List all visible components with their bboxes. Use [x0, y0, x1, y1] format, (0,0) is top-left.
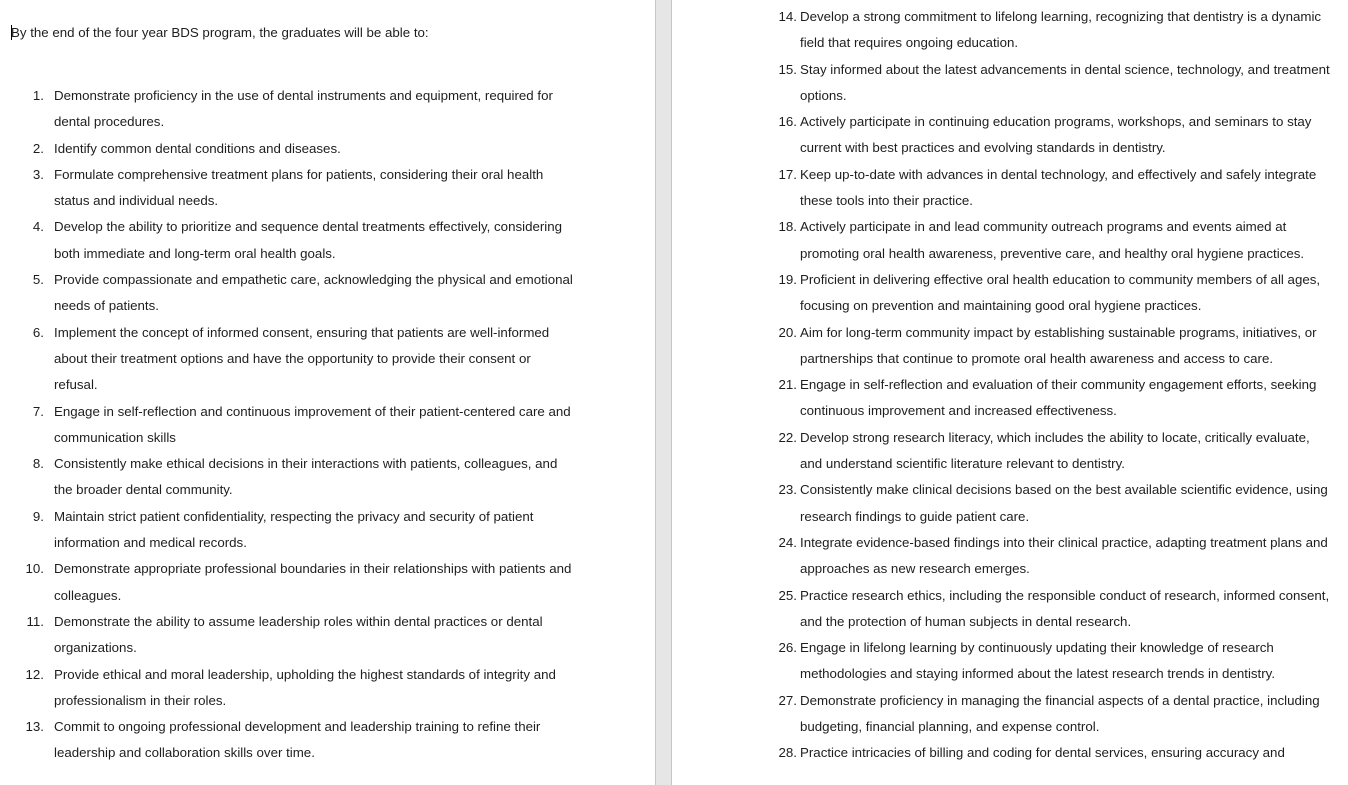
list-item-text: Integrate evidence-based findings into their clinical practice, adapting treatment plans and approaches as new research emerges. — [800, 534, 1328, 577]
list-item-text: Consistently make ethical decisions in their interactions with patients, colleagues, and the broader dental community. — [54, 456, 558, 498]
list-item-number: 19. — [778, 271, 797, 287]
list-item-number: 20. — [778, 324, 797, 340]
list-item-number: 16. — [778, 114, 797, 130]
list-item — [0, 83, 574, 136]
list-item — [0, 714, 574, 767]
list-item-number: 24. — [778, 534, 797, 550]
list-item-number: 2. — [32, 140, 44, 156]
document-page-right[interactable] — [672, 0, 1348, 785]
list-item-number: 1. — [32, 88, 44, 103]
list-item-text: Practice intricacies of billing and coding for dental services, ensuring accuracy and — [800, 745, 1285, 761]
list-item-text: Demonstrate the ability to assume leadership roles within dental practices or dental organizations. — [54, 613, 543, 656]
list-item-text: Provide ethical and moral leadership, upholding the highest standards of integrity and professionalism in their roles. — [54, 666, 556, 708]
list-item — [0, 399, 574, 452]
list-item-number: 27. — [778, 692, 797, 708]
list-item-text: Practice research ethics, including the responsible conduct of research, informed consent, and the protection of human subjects in dental research. — [800, 587, 1330, 629]
list-item — [0, 267, 574, 320]
list-item-text: Actively participate in and lead community outreach programs and events aimed at promoting oral health awareness, preventive care, and healthy oral hygiene practices. — [800, 219, 1305, 261]
list-item — [0, 136, 574, 162]
list-item-text: Engage in self-reflection and evaluation of their community engagement efforts, seeking continuous improvement and increased effectiveness. — [800, 377, 1317, 419]
list-item-number: 26. — [778, 640, 797, 656]
list-item-text: Demonstrate proficiency in the use of dental instruments and equipment, required for dental procedures. — [54, 88, 553, 130]
list-item-number: 23. — [778, 482, 797, 498]
list-item — [672, 57, 1330, 110]
list-item — [0, 162, 574, 215]
list-item-text: Demonstrate proficiency in managing the financial aspects of a dental practice, including budgeting, financial planning, and expense control. — [800, 692, 1320, 735]
list-item-number: 3. — [32, 166, 44, 182]
list-item-text: Identify common dental conditions and diseases. — [54, 140, 341, 156]
list-item-text: Engage in lifelong learning by continuously updating their knowledge of research methodologies and staying informed about the latest research trends in dentistry. — [800, 640, 1276, 682]
list-item-number: 5. — [32, 272, 44, 288]
list-item-number: 17. — [778, 166, 797, 182]
list-item — [0, 662, 574, 715]
list-item — [672, 320, 1330, 373]
list-item-text: Stay informed about the latest advancements in dental science, technology, and treatment options. — [800, 61, 1330, 103]
intro-paragraph — [11, 24, 429, 42]
list-item-number: 28. — [778, 745, 797, 761]
list-item-text: Proficient in delivering effective oral health education to community members of all ages, focusing on prevention and maintaining good oral hygiene practices. — [800, 271, 1321, 314]
document-page-left[interactable] — [0, 0, 655, 785]
list-item-number: 25. — [778, 587, 797, 603]
list-item-text: Develop the ability to prioritize and sequence dental treatments effectively, considering both immediate and long-term oral health goals. — [54, 219, 563, 261]
list-item-number: 22. — [778, 429, 797, 445]
list-item — [672, 214, 1330, 267]
list-item-text: Formulate comprehensive treatment plans for patients, considering their oral health status and individual needs. — [54, 166, 544, 209]
list-item — [672, 688, 1330, 741]
list-item — [0, 556, 574, 609]
list-item — [672, 530, 1330, 583]
list-item-number: 14. — [778, 9, 797, 24]
list-item — [672, 162, 1330, 215]
list-item-number: 8. — [32, 456, 44, 472]
list-item — [672, 635, 1330, 688]
list-item-text: Demonstrate appropriate professional boundaries in their relationships with patients and colleagues. — [54, 561, 572, 603]
list-item — [672, 267, 1330, 320]
list-item-number: 7. — [32, 403, 44, 419]
list-item-text: Consistently make clinical decisions based on the best available scientific evidence, using research findings to guide patient care. — [800, 482, 1328, 524]
list-item-number: 4. — [32, 219, 44, 235]
list-item — [672, 477, 1330, 530]
page-gutter — [655, 0, 672, 785]
outcomes-list-right — [672, 4, 1342, 767]
list-item-text: Aim for long-term community impact by establishing sustainable programs, initiatives, or partnerships that continue to promote oral health awareness and access to care. — [800, 324, 1317, 366]
list-item-text: Engage in self-reflection and continuous improvement of their patient-centered care and communication skills — [54, 403, 571, 445]
list-item — [672, 372, 1330, 425]
list-item — [0, 504, 574, 557]
list-item-text: Develop a strong commitment to lifelong learning, recognizing that dentistry is a dynamic field that requires ongoing education. — [800, 9, 1322, 51]
list-item-number: 15. — [778, 61, 797, 77]
list-item-text: Keep up-to-date with advances in dental technology, and effectively and safely integrate these tools into their practice. — [800, 166, 1317, 209]
list-item-number: 11. — [26, 613, 44, 629]
list-item-number: 12. — [25, 666, 44, 682]
list-item — [0, 609, 574, 662]
list-item — [672, 740, 1330, 766]
list-item — [672, 583, 1330, 636]
list-item-text: Commit to ongoing professional development and leadership training to refine their leadership and collaboration skills over time. — [54, 719, 541, 761]
list-item-number: 18. — [778, 219, 797, 235]
list-item-text: Implement the concept of informed consent, ensuring that patients are well-informed about their treatment options and have the opportunity to provide their consent or refusal. — [54, 324, 550, 393]
list-item-text: Actively participate in continuing education programs, workshops, and seminars to stay current with best practices and evolving standards in dentistry. — [800, 114, 1312, 156]
list-item — [0, 320, 574, 399]
outcomes-list-left — [0, 83, 620, 767]
list-item-text: Provide compassionate and empathetic care, acknowledging the physical and emotional needs of patients. — [54, 272, 573, 314]
list-item-number: 6. — [32, 324, 44, 340]
list-item — [672, 109, 1330, 162]
list-item-number: 21. — [778, 377, 797, 393]
list-item-text: Maintain strict patient confidentiality, respecting the privacy and security of patient information and medical records. — [54, 508, 534, 551]
list-item-number: 13. — [25, 719, 44, 735]
list-item-text: Develop strong research literacy, which includes the ability to locate, critically evaluate, and understand scientific literature relevant to dentistry. — [800, 429, 1310, 472]
list-item — [672, 4, 1330, 57]
intro-text: By the end of the four year BDS program, the graduates will be able to: — [11, 25, 429, 40]
list-item — [0, 451, 574, 504]
list-item — [672, 425, 1330, 478]
list-item-number: 10. — [25, 561, 44, 577]
list-item — [0, 214, 574, 267]
list-item-number: 9. — [32, 508, 44, 524]
